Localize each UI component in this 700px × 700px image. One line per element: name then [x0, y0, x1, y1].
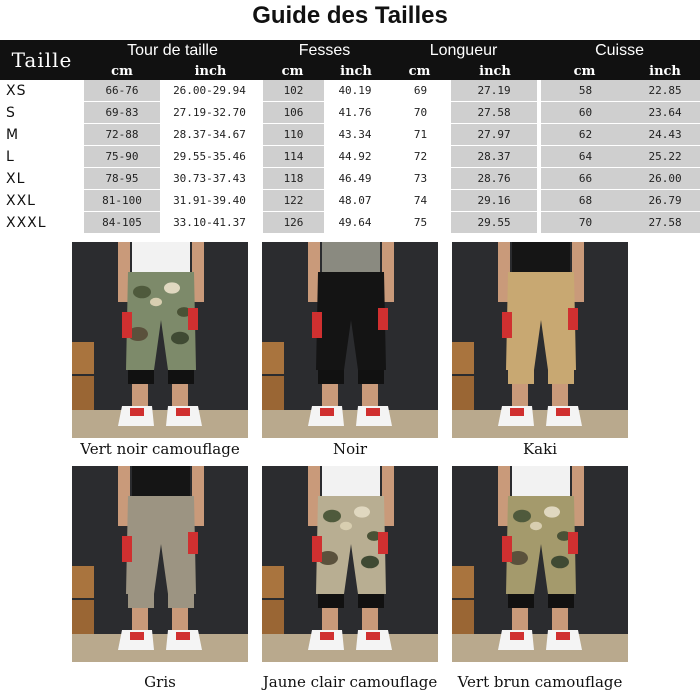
unit-header: cm — [539, 62, 630, 80]
sneaker-accent — [366, 408, 380, 416]
table-cell: 68 — [539, 190, 630, 212]
side-strap — [122, 312, 132, 338]
shirt — [512, 466, 570, 500]
table-cell: 27.19 — [451, 80, 539, 102]
product-photo — [262, 242, 438, 438]
size-label: XXL — [0, 190, 84, 212]
size-label: XXXL — [0, 212, 84, 234]
pant-cuff — [548, 370, 574, 384]
crate — [262, 342, 284, 374]
leg — [172, 384, 188, 406]
table-cell: 41.76 — [324, 102, 388, 124]
floor — [72, 634, 248, 662]
floor — [452, 410, 628, 438]
shirt — [512, 242, 570, 276]
pant-cuff — [168, 370, 194, 384]
table-cell: 24.43 — [630, 124, 700, 146]
table-cell: 28.37-34.67 — [160, 124, 261, 146]
camo-patch — [551, 556, 569, 569]
table-cell: 102 — [261, 80, 324, 102]
table-cell: 64 — [539, 146, 630, 168]
table-cell: 40.19 — [324, 80, 388, 102]
pant-cuff — [168, 594, 194, 608]
table-cell: 78-95 — [84, 168, 160, 190]
table-cell: 66-76 — [84, 80, 160, 102]
sneaker-accent — [366, 632, 380, 640]
size-column-header: Taille — [0, 40, 84, 80]
table-cell: 27.97 — [451, 124, 539, 146]
table-cell: 26.79 — [630, 190, 700, 212]
table-row — [0, 168, 700, 190]
table-cell: 26.00 — [630, 168, 700, 190]
sneaker-accent — [556, 408, 570, 416]
leg — [132, 608, 148, 630]
camo-patch — [513, 510, 531, 523]
floor — [262, 634, 438, 662]
table-row — [0, 80, 700, 102]
unit-header: cm — [261, 62, 324, 80]
side-strap — [568, 308, 578, 330]
leg — [512, 608, 528, 630]
crate — [452, 342, 474, 374]
leg — [552, 384, 568, 406]
table-cell: 66 — [539, 168, 630, 190]
table-cell: 69-83 — [84, 102, 160, 124]
table-cell: 27.58 — [451, 102, 539, 124]
leg — [362, 608, 378, 630]
table-cell: 84-105 — [84, 212, 160, 234]
product-photo — [452, 466, 628, 662]
crate — [72, 342, 94, 374]
table-cell: 22.85 — [630, 80, 700, 102]
unit-header: inch — [160, 62, 261, 80]
table-cell: 69 — [388, 80, 451, 102]
camo-patch — [150, 298, 162, 306]
crate — [452, 600, 474, 634]
table-cell: 31.91-39.40 — [160, 190, 261, 212]
crate — [262, 376, 284, 410]
camo-patch — [323, 510, 341, 523]
table-cell: 27.58 — [630, 212, 700, 234]
table-cell: 72 — [388, 146, 451, 168]
pant-cuff — [548, 594, 574, 608]
leg — [132, 384, 148, 406]
table-cell: 70 — [539, 212, 630, 234]
camo-patch — [133, 286, 151, 299]
table-cell: 29.16 — [451, 190, 539, 212]
size-label: XL — [0, 168, 84, 190]
table-cell: 49.64 — [324, 212, 388, 234]
product-caption: Noir — [332, 440, 368, 458]
table-row — [0, 212, 700, 234]
model-illustration — [262, 466, 438, 662]
product-caption: Jaune clair camouflage — [262, 673, 438, 691]
model-illustration — [452, 466, 628, 662]
table-cell: 27.19-32.70 — [160, 102, 261, 124]
table-cell: 75-90 — [84, 146, 160, 168]
table-cell: 74 — [388, 190, 451, 212]
product-caption: Kaki — [522, 440, 558, 458]
size-label: L — [0, 146, 84, 168]
sneaker-accent — [556, 632, 570, 640]
sneaker-accent — [320, 632, 334, 640]
table-cell: 48.07 — [324, 190, 388, 212]
table-cell: 122 — [261, 190, 324, 212]
model-illustration — [452, 242, 628, 438]
table-cell: 28.76 — [451, 168, 539, 190]
table-cell: 28.37 — [451, 146, 539, 168]
crate — [72, 600, 94, 634]
unit-header: cm — [388, 62, 451, 80]
sneaker-accent — [320, 408, 334, 416]
size-label: M — [0, 124, 84, 146]
side-strap — [188, 532, 198, 554]
sneaker-accent — [130, 408, 144, 416]
group-header-waist: Tour de taille — [84, 40, 261, 62]
product-caption: Vert brun camouflage — [457, 673, 623, 691]
group-header-hips: Fesses — [261, 40, 388, 62]
table-cell: 114 — [261, 146, 324, 168]
sneaker-accent — [176, 632, 190, 640]
size-label: XS — [0, 80, 84, 102]
leg — [322, 384, 338, 406]
product-photo — [262, 466, 438, 662]
sneaker-accent — [130, 632, 144, 640]
floor — [72, 410, 248, 438]
side-strap — [312, 312, 322, 338]
table-cell: 110 — [261, 124, 324, 146]
table-cell: 70 — [388, 102, 451, 124]
pant-cuff — [508, 370, 534, 384]
side-strap — [122, 536, 132, 562]
table-cell: 43.34 — [324, 124, 388, 146]
size-table-body — [0, 80, 700, 234]
table-cell: 46.49 — [324, 168, 388, 190]
crate — [72, 376, 94, 410]
table-cell: 60 — [539, 102, 630, 124]
table-cell: 25.22 — [630, 146, 700, 168]
table-row — [0, 190, 700, 212]
table-cell: 62 — [539, 124, 630, 146]
camo-patch — [544, 506, 560, 517]
size-guide-title: Guide des Tailles — [252, 2, 448, 29]
crate — [262, 600, 284, 634]
unit-header: inch — [630, 62, 700, 80]
camo-patch — [530, 522, 542, 530]
product-caption: Vert noir camouflage — [80, 440, 240, 458]
pant-cuff — [128, 594, 154, 608]
pant-cuff — [358, 370, 384, 384]
table-cell: 106 — [261, 102, 324, 124]
camo-patch — [171, 332, 189, 345]
shirt — [322, 242, 380, 276]
side-strap — [568, 532, 578, 554]
table-cell: 29.55 — [451, 212, 539, 234]
side-strap — [502, 536, 512, 562]
shirt — [132, 466, 190, 500]
model-illustration — [72, 242, 248, 438]
group-header-thigh: Cuisse — [539, 40, 700, 62]
size-table — [0, 40, 700, 234]
model-illustration — [262, 242, 438, 438]
table-cell: 30.73-37.43 — [160, 168, 261, 190]
group-header-length: Longueur — [388, 40, 539, 62]
table-cell: 71 — [388, 124, 451, 146]
table-cell: 72-88 — [84, 124, 160, 146]
crate — [262, 566, 284, 598]
leg — [172, 608, 188, 630]
size-label: S — [0, 102, 84, 124]
pant-cuff — [358, 594, 384, 608]
camo-patch — [361, 556, 379, 569]
pant-cuff — [318, 594, 344, 608]
leg — [512, 384, 528, 406]
table-cell: 33.10-41.37 — [160, 212, 261, 234]
side-strap — [502, 312, 512, 338]
leg — [552, 608, 568, 630]
side-strap — [378, 532, 388, 554]
crate — [452, 566, 474, 598]
camo-patch — [354, 506, 370, 517]
table-row — [0, 124, 700, 146]
table-cell: 26.00-29.94 — [160, 80, 261, 102]
table-cell: 29.55-35.46 — [160, 146, 261, 168]
sneaker-accent — [510, 632, 524, 640]
pant-cuff — [128, 370, 154, 384]
crate — [452, 376, 474, 410]
unit-header: cm — [84, 62, 160, 80]
shirt — [132, 242, 190, 276]
floor — [262, 410, 438, 438]
floor — [452, 634, 628, 662]
table-row — [0, 146, 700, 168]
side-strap — [378, 308, 388, 330]
leg — [322, 608, 338, 630]
camo-patch — [340, 522, 352, 530]
unit-header: inch — [451, 62, 539, 80]
table-cell: 75 — [388, 212, 451, 234]
sneaker-accent — [510, 408, 524, 416]
sneaker-accent — [176, 408, 190, 416]
table-cell: 73 — [388, 168, 451, 190]
crate — [72, 566, 94, 598]
side-strap — [312, 536, 322, 562]
table-cell: 44.92 — [324, 146, 388, 168]
table-cell: 23.64 — [630, 102, 700, 124]
table-cell: 58 — [539, 80, 630, 102]
table-row — [0, 102, 700, 124]
model-illustration — [72, 466, 248, 662]
product-caption: Gris — [144, 673, 176, 691]
table-cell: 118 — [261, 168, 324, 190]
camo-patch — [164, 282, 180, 293]
side-strap — [188, 308, 198, 330]
table-cell: 126 — [261, 212, 324, 234]
unit-header: inch — [324, 62, 388, 80]
product-photo — [72, 242, 248, 438]
leg — [362, 384, 378, 406]
product-photo — [452, 242, 628, 438]
pant-cuff — [318, 370, 344, 384]
product-photo — [72, 466, 248, 662]
table-cell: 81-100 — [84, 190, 160, 212]
shirt — [322, 466, 380, 500]
pant-cuff — [508, 594, 534, 608]
